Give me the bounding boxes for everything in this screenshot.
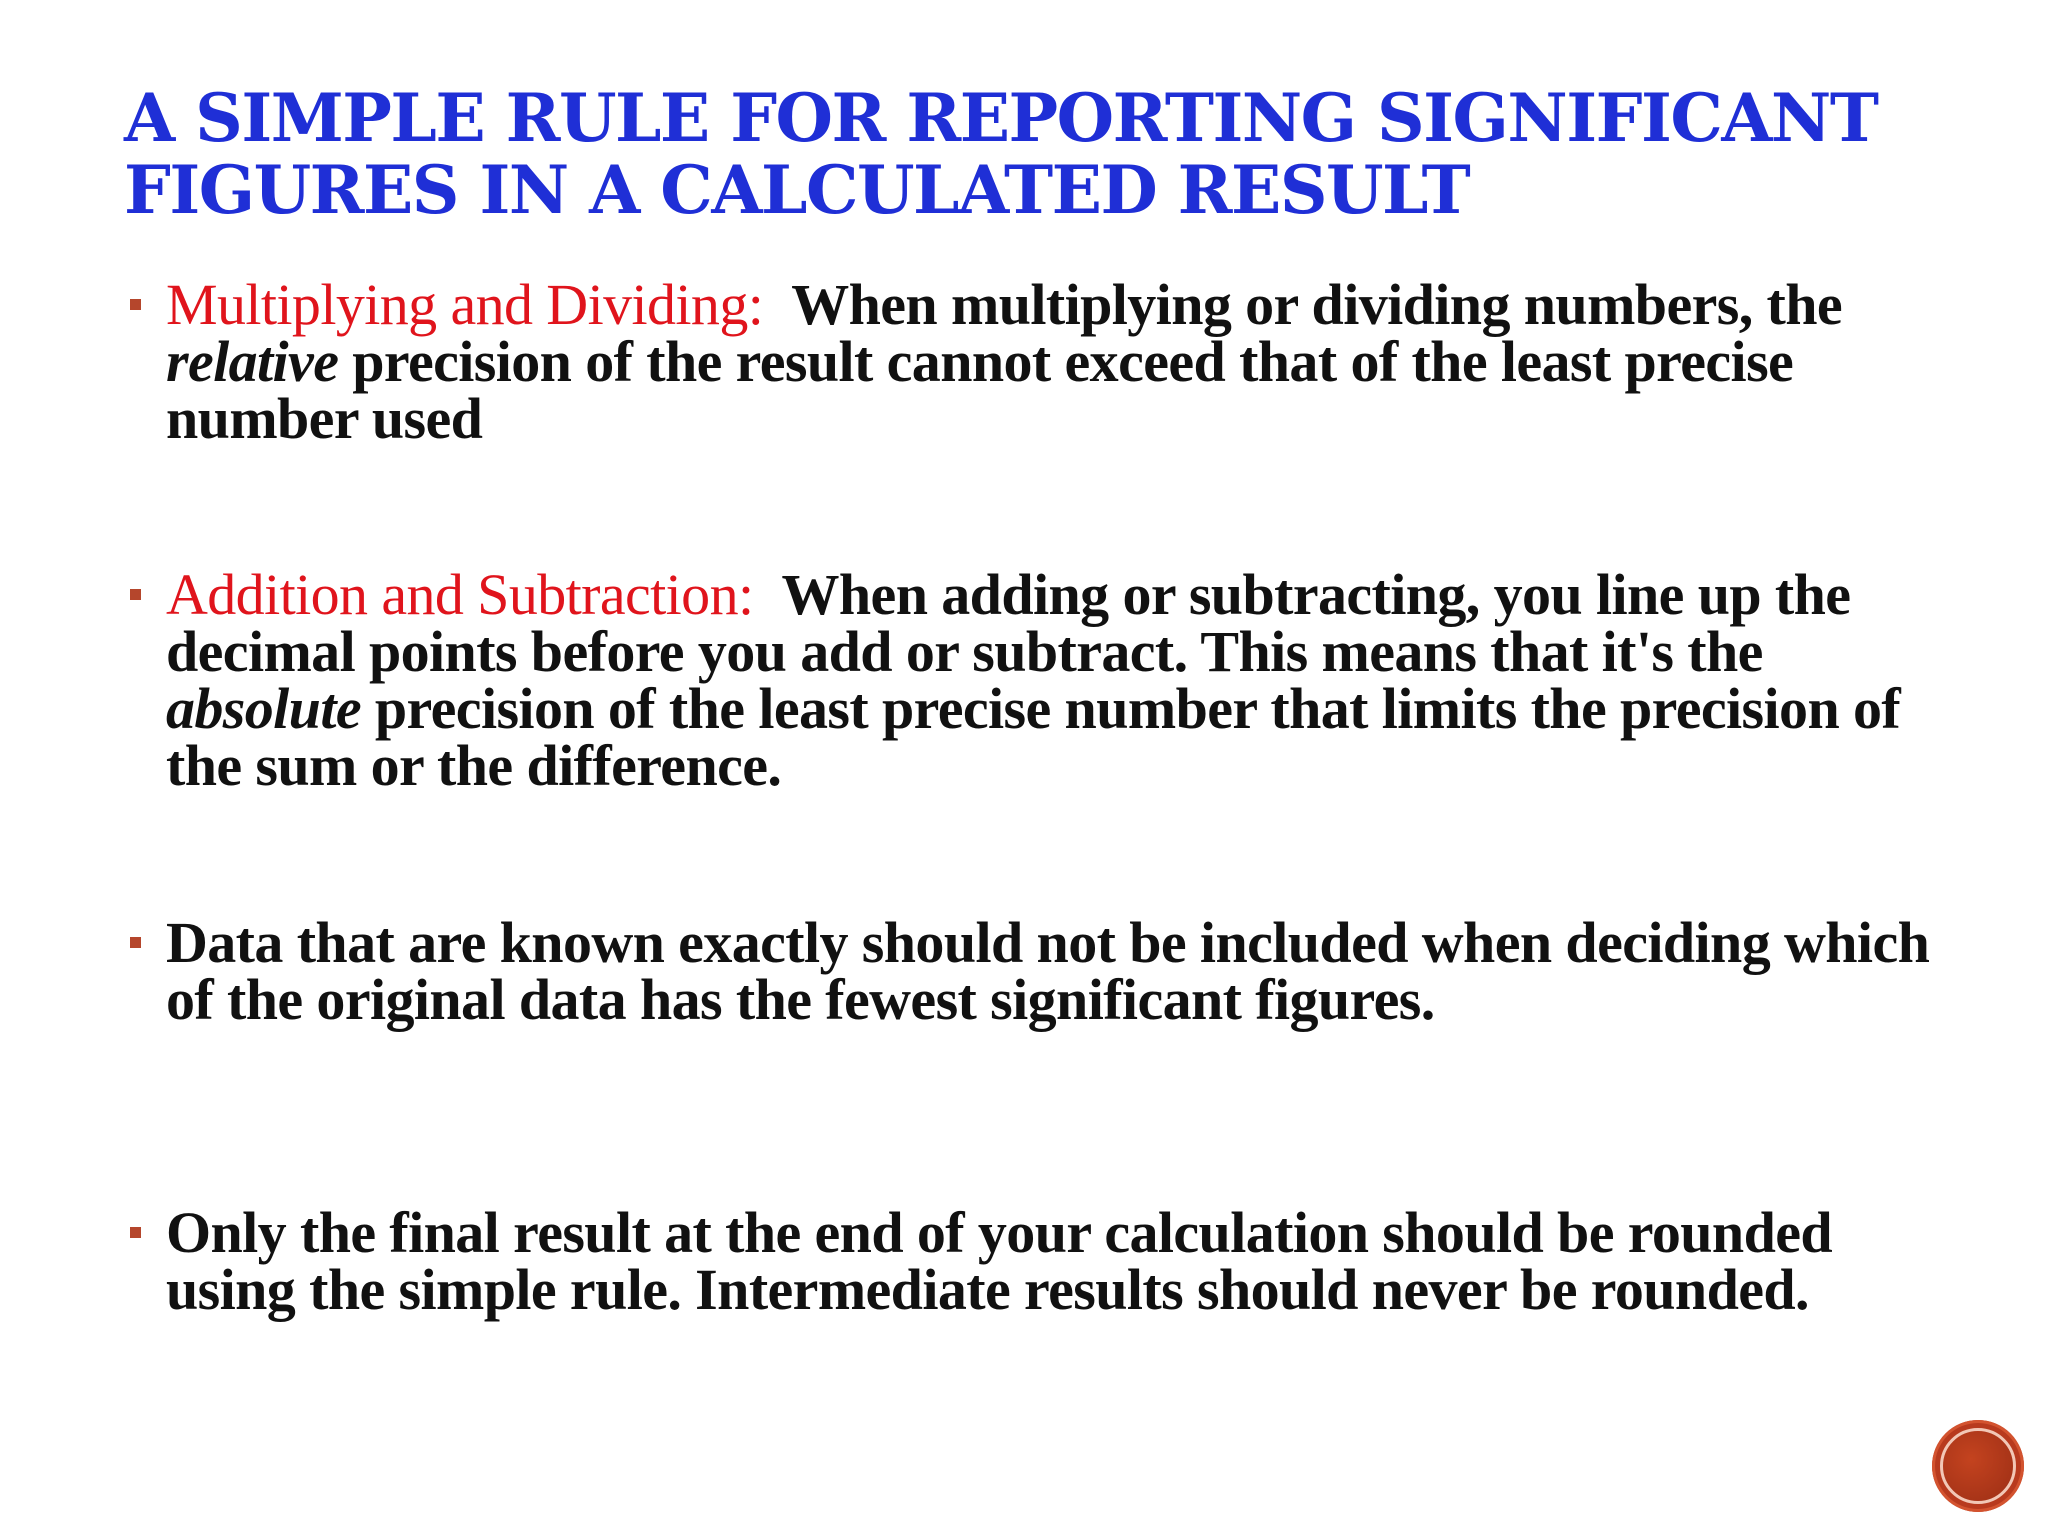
square-bullet-icon — [130, 299, 141, 310]
bullet-text: Data that are known exactly should not be included when deciding which of the original data has the fewest significant figures. — [166, 910, 1930, 1032]
square-bullet-icon — [130, 937, 141, 948]
bullet-text: precision of the least precise number that limits the precision of the sum or the difference. — [166, 676, 1901, 798]
round-badge-icon — [1932, 1420, 2024, 1512]
bullet-exact-data — [166, 910, 1946, 1032]
bullet-emphasis: relative — [166, 329, 339, 394]
bullet-text: precision of the result cannot exceed that of the least precise number used — [166, 329, 1794, 451]
bullet-lead: Addition and Subtraction: — [166, 562, 754, 627]
bullet-multiplying-dividing — [166, 272, 1946, 451]
bullet-text: Only the final result at the end of your calculation should be rounded using the simple rule. Intermediate results should never be rounded. — [166, 1200, 1833, 1322]
bullet-final-rounding — [166, 1200, 1946, 1322]
title-line-1: A SIMPLE RULE FOR REPORTING SIGNIFICANT — [124, 79, 1878, 157]
square-bullet-icon — [130, 589, 141, 600]
square-bullet-icon — [130, 1227, 141, 1238]
badge-inner-ring — [1940, 1428, 2016, 1504]
bullet-text: When multiplying or dividing numbers, the — [791, 272, 1843, 337]
bullet-text: When adding or subtracting, you line up the decimal points before you add or subtract. This means that it's the — [166, 562, 1851, 684]
bullet-lead: Multiplying and Dividing: — [166, 272, 764, 337]
title-line-2: FIGURES IN A CALCULATED RESULT — [124, 151, 1470, 229]
bullet-addition-subtraction — [166, 562, 1946, 798]
bullet-emphasis: absolute — [166, 676, 361, 741]
